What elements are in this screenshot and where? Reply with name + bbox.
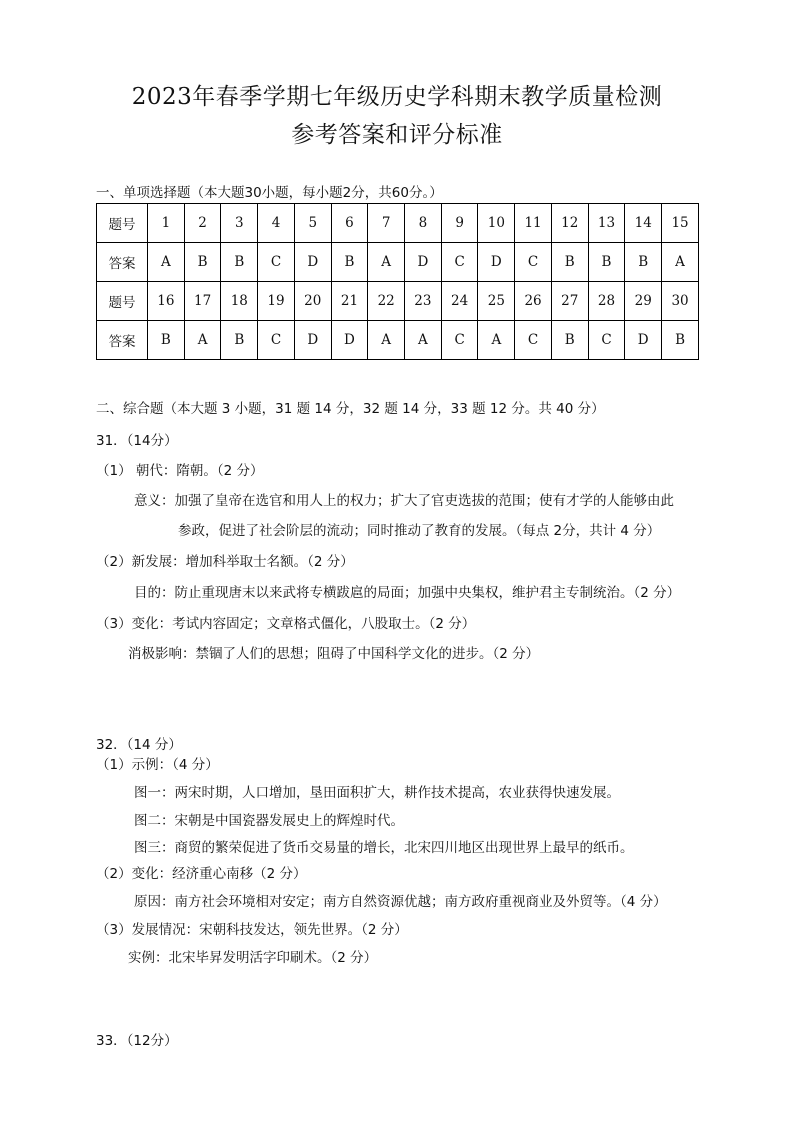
table-cell: 20 — [294, 282, 331, 321]
table-cell: A — [478, 321, 515, 360]
table-cell: B — [551, 321, 588, 360]
table-cell: 1 — [148, 204, 185, 243]
table-cell: A — [184, 321, 221, 360]
table-cell: B — [625, 243, 662, 282]
table-cell: 7 — [368, 204, 405, 243]
row-label-question: 题号 — [97, 282, 148, 321]
table-row-numbers-2 — [97, 282, 699, 321]
table-cell: C — [515, 321, 552, 360]
table-cell: D — [478, 243, 515, 282]
table-cell: 4 — [258, 204, 295, 243]
table-cell: A — [368, 321, 405, 360]
section1-heading: 一、单项选择题（本大题30小题，每小题2分，共60分。） — [96, 185, 443, 201]
table-cell: 22 — [368, 282, 405, 321]
table-cell: 2 — [184, 204, 221, 243]
table-cell: 16 — [148, 282, 185, 321]
table-cell: 14 — [625, 204, 662, 243]
table-cell: B — [221, 243, 258, 282]
table-cell: 17 — [184, 282, 221, 321]
table-cell: 5 — [294, 204, 331, 243]
table-cell: 13 — [588, 204, 625, 243]
table-cell: 10 — [478, 204, 515, 243]
table-cell: C — [588, 321, 625, 360]
table-cell: B — [662, 321, 699, 360]
table-cell: 21 — [331, 282, 368, 321]
table-cell: C — [441, 243, 478, 282]
table-cell: 23 — [405, 282, 442, 321]
table-cell: 30 — [662, 282, 699, 321]
question-32-header: 32．（14 分） — [96, 737, 182, 753]
row-label-answer: 答案 — [97, 321, 148, 360]
table-row-numbers-1 — [97, 204, 699, 243]
table-cell: 29 — [625, 282, 662, 321]
q32-part2: （2）变化：经济重心南移（2 分） — [96, 866, 307, 882]
q32-part1: （1）示例：（4 分） — [96, 757, 219, 773]
answer-table — [96, 203, 699, 360]
q32-figure2: 图二：宋朝是中国瓷器发展史上的辉煌时代。 — [134, 813, 404, 829]
table-cell: B — [588, 243, 625, 282]
table-cell: 6 — [331, 204, 368, 243]
section2-heading: 二、综合题（本大题 3 小题，31 题 14 分，32 题 14 分，33 题 12 分。共 40 分） — [96, 401, 605, 417]
table-cell: 25 — [478, 282, 515, 321]
table-cell: B — [221, 321, 258, 360]
q31-significance-cont: 参政，促进了社会阶层的流动；同时推动了教育的发展。（每点 2分，共计 4 分） — [178, 523, 661, 539]
q32-figure1: 图一：两宋时期，人口增加，垦田面积扩大，耕作技术提高，农业获得快速发展。 — [134, 785, 620, 801]
q32-figure3: 图三：商贸的繁荣促进了货币交易量的增长，北宋四川地区出现世界上最早的纸币。 — [134, 840, 634, 856]
table-cell: B — [331, 243, 368, 282]
q32-part3: （3）发展情况：宋朝科技发达，领先世界。（2 分） — [96, 922, 408, 938]
table-cell: C — [258, 243, 295, 282]
table-cell: 15 — [662, 204, 699, 243]
table-cell: A — [405, 321, 442, 360]
table-cell: 27 — [551, 282, 588, 321]
table-cell: C — [258, 321, 295, 360]
table-cell: C — [515, 243, 552, 282]
table-cell: A — [148, 243, 185, 282]
q31-part1: （1） 朝代：隋朝。（2 分） — [96, 463, 264, 479]
row-label-answer: 答案 — [97, 243, 148, 282]
page-title: 2023年春季学期七年级历史学科期末教学质量检测 — [131, 84, 663, 110]
table-cell: 9 — [441, 204, 478, 243]
table-cell: D — [331, 321, 368, 360]
page-subtitle: 参考答案和评分标准 — [291, 122, 503, 148]
table-cell: D — [294, 321, 331, 360]
table-cell: B — [184, 243, 221, 282]
table-cell: B — [551, 243, 588, 282]
table-cell: 3 — [221, 204, 258, 243]
table-cell: C — [441, 321, 478, 360]
table-cell: 11 — [515, 204, 552, 243]
table-cell: A — [662, 243, 699, 282]
q32-example: 实例：北宋毕昇发明活字印刷术。（2 分） — [128, 950, 378, 966]
table-row-answers-2 — [97, 321, 699, 360]
table-cell: D — [405, 243, 442, 282]
table-row-answers-1 — [97, 243, 699, 282]
table-cell: D — [294, 243, 331, 282]
q32-reason: 原因：南方社会环境相对安定；南方自然资源优越；南方政府重视商业及外贸等。（4 分） — [134, 894, 667, 910]
question-31-header: 31．（14分） — [96, 433, 178, 449]
table-cell: 19 — [258, 282, 295, 321]
q31-significance: 意义：加强了皇帝在选官和用人上的权力；扩大了官吏选拔的范围；使有才学的人能够由此 — [134, 493, 674, 509]
table-cell: 18 — [221, 282, 258, 321]
table-cell: 28 — [588, 282, 625, 321]
table-cell: 24 — [441, 282, 478, 321]
row-label-question: 题号 — [97, 204, 148, 243]
question-33-header: 33．（12分） — [96, 1033, 178, 1049]
table-cell: B — [148, 321, 185, 360]
table-cell: 26 — [515, 282, 552, 321]
table-cell: D — [625, 321, 662, 360]
table-cell: 12 — [551, 204, 588, 243]
q31-purpose: 目的：防止重现唐末以来武将专横跋扈的局面；加强中央集权，维护君主专制统治。（2 分） — [134, 585, 681, 601]
q31-part2: （2）新发展：增加科举取士名额。（2 分） — [96, 554, 354, 570]
q31-part3: （3）变化：考试内容固定；文章格式僵化，八股取士。（2 分） — [96, 616, 476, 632]
table-cell: A — [368, 243, 405, 282]
q31-negative-impact: 消极影响：禁锢了人们的思想；阻碍了中国科学文化的进步。（2 分） — [128, 646, 540, 662]
table-cell: 8 — [405, 204, 442, 243]
